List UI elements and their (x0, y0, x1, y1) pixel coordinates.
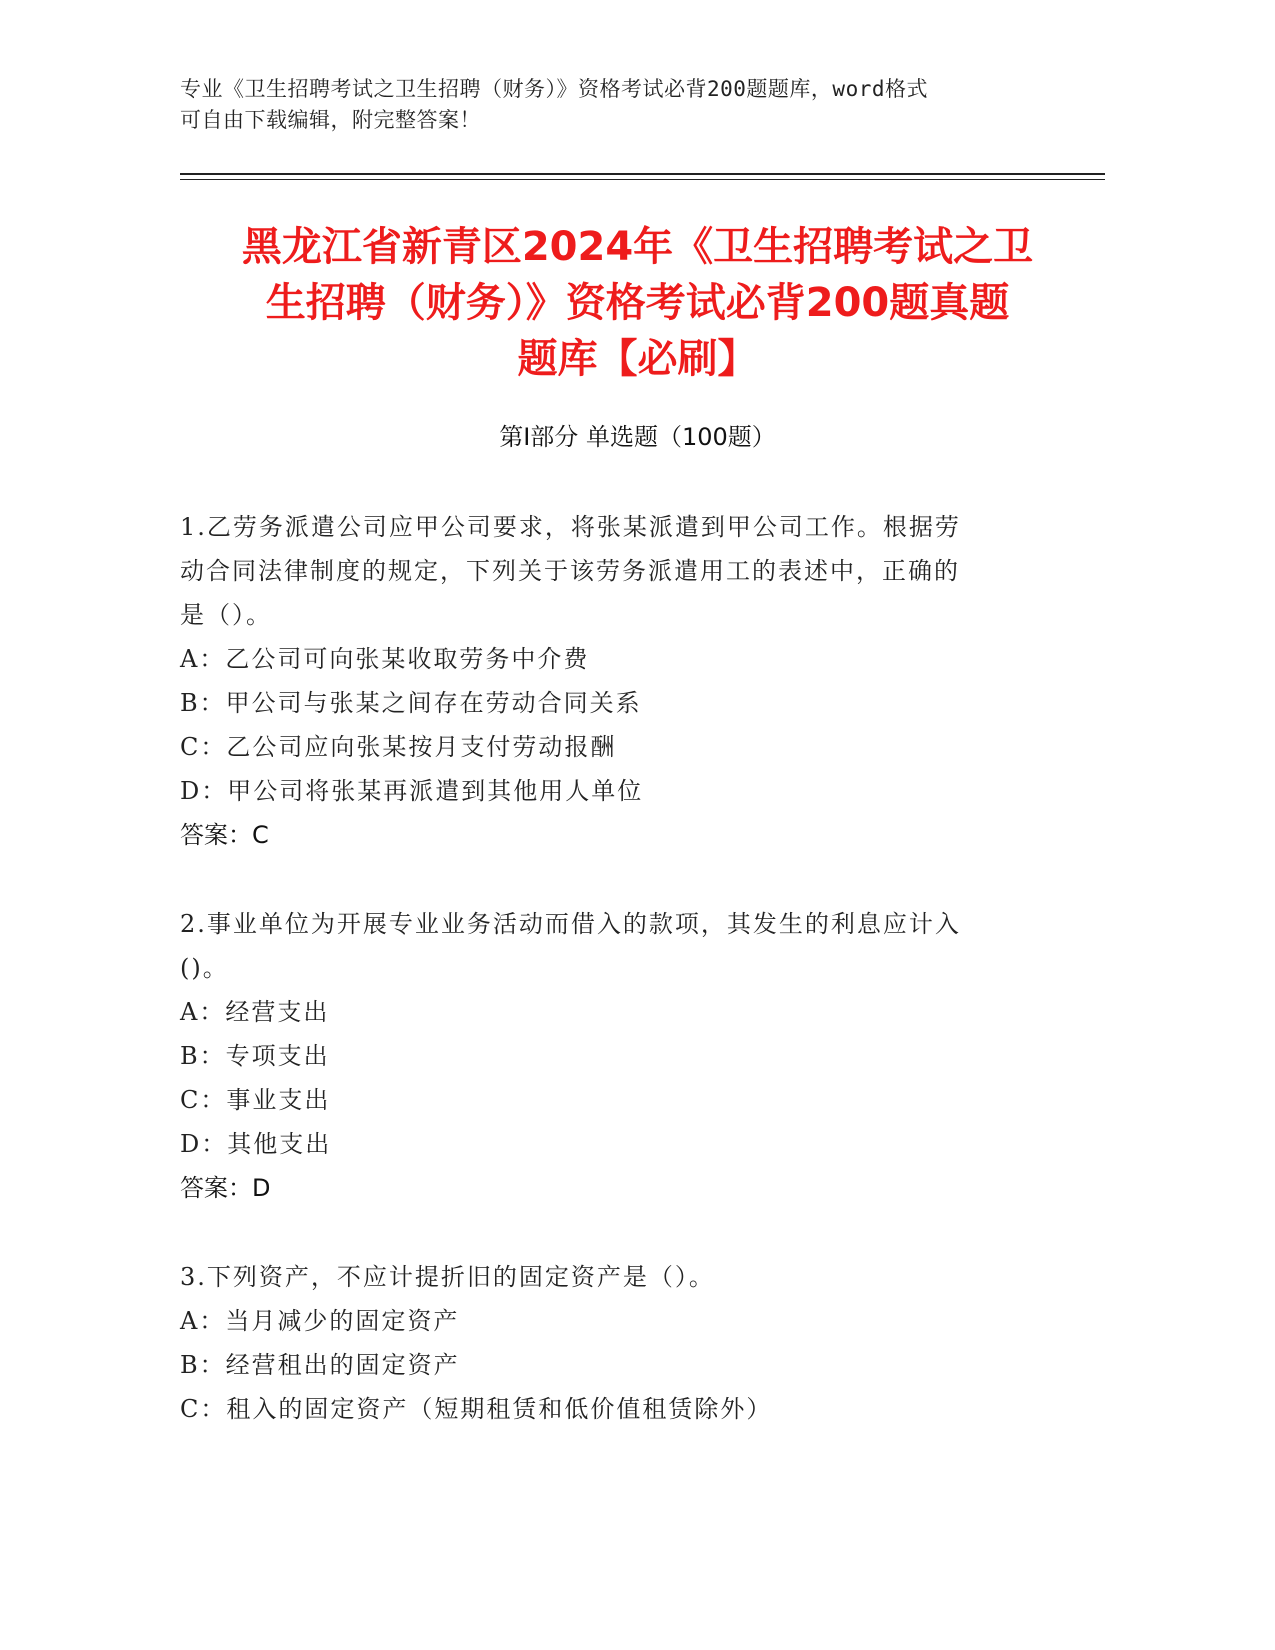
option-c: C：事业支出 (180, 1086, 331, 1114)
header-rule-thin (180, 179, 1105, 180)
header-note-line-1: 专业《卫生招聘考试之卫生招聘（财务）》资格考试必背200题题库，word格式 (180, 77, 928, 101)
document-title (160, 219, 1115, 387)
question-list (180, 505, 1080, 1476)
document-title-line-2: 生招聘（财务）》资格考试必背200题真题 (265, 280, 1010, 326)
option-b: B：专项支出 (180, 1042, 330, 1070)
question-stem-line: 动合同法律制度的规定，下列关于该劳务派遣用工的表述中，正确的 (180, 557, 960, 585)
section-title: 第Ⅰ部分 单选题（100题） (499, 423, 776, 451)
question-stem-line: 是（）。 (180, 601, 272, 629)
option-d: D：甲公司将张某再派遣到其他用人单位 (180, 777, 644, 805)
question-stem-line: 3.下列资产，不应计提折旧的固定资产是（）。 (180, 1263, 715, 1291)
question-2 (180, 902, 1080, 1210)
question-stem-line: ()。 (180, 954, 229, 982)
option-b: B：经营租出的固定资产 (180, 1351, 460, 1379)
question-stem-line: 2.事业单位为开展专业业务活动而借入的款项，其发生的利息应计入 (180, 910, 961, 938)
option-b: B：甲公司与张某之间存在劳动合同关系 (180, 689, 642, 717)
header-rule-thick (180, 173, 1105, 175)
header-note (180, 74, 1040, 136)
option-c: C：租入的固定资产（短期租赁和低价值租赁除外） (180, 1395, 773, 1423)
header-note-line-2: 可自由下载编辑，附完整答案！ (180, 108, 481, 132)
question-3 (180, 1255, 1080, 1431)
answer-key: 答案：C (180, 821, 269, 849)
question-stem-line: 1.乙劳务派遣公司应甲公司要求，将张某派遣到甲公司工作。根据劳 (180, 513, 961, 541)
option-c: C：乙公司应向张某按月支付劳动报酬 (180, 733, 617, 761)
document-title-line-3: 题库【必刷】 (517, 336, 758, 382)
question-1 (180, 505, 1080, 857)
option-a: A：当月减少的固定资产 (180, 1307, 460, 1335)
option-d: D：其他支出 (180, 1130, 332, 1158)
answer-key: 答案：D (180, 1174, 271, 1202)
option-a: A：经营支出 (180, 998, 330, 1026)
option-a: A：乙公司可向张某收取劳务中介费 (180, 645, 590, 673)
document-title-line-1: 黑龙江省新青区2024年《卫生招聘考试之卫 (241, 224, 1034, 270)
